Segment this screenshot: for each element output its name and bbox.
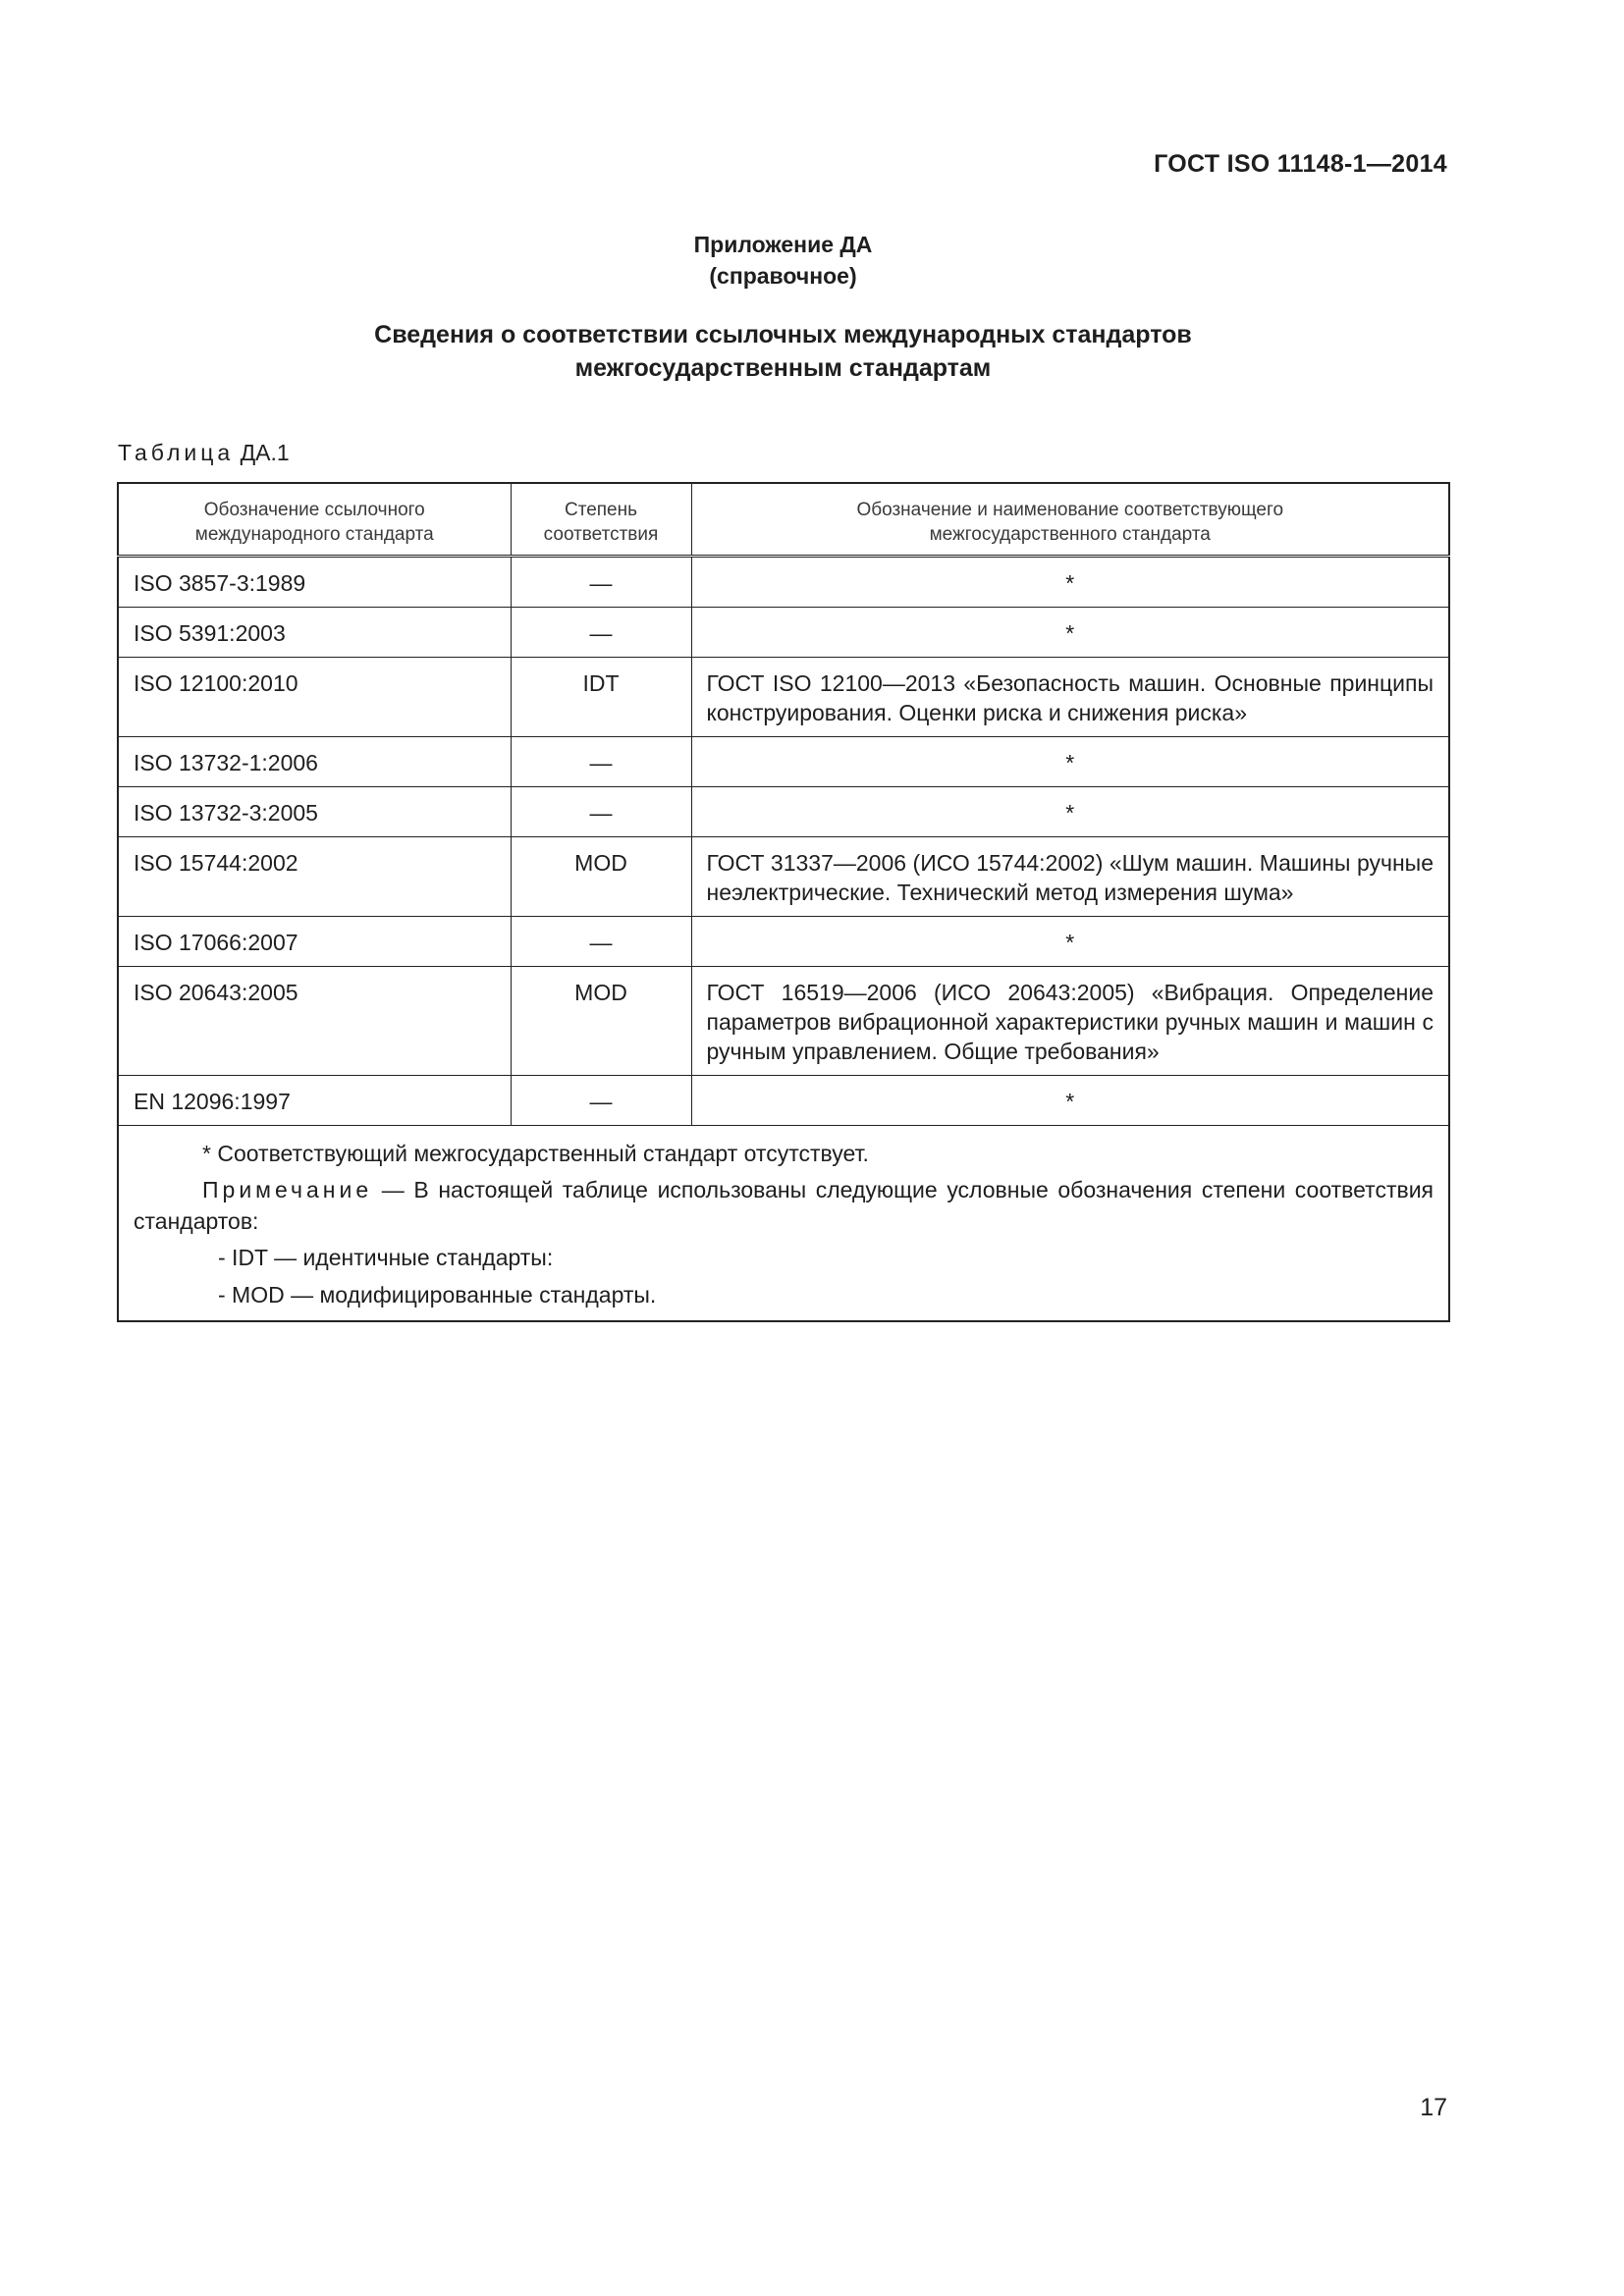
cell-reference: EN 12096:1997 [118, 1076, 511, 1126]
header-line: Обозначение и наименование соответствующего [856, 500, 1284, 520]
cell-degree: — [511, 608, 691, 658]
header-interstate-standard [691, 483, 1449, 557]
note-text: — В настоящей таблице использованы следующие условные обозначения степени соответствия стандартов: [134, 1177, 1434, 1234]
cell-reference: ISO 20643:2005 [118, 967, 511, 1076]
cell-degree: MOD [511, 837, 691, 917]
table-notes-row [118, 1126, 1449, 1322]
cell-reference: ISO 5391:2003 [118, 608, 511, 658]
cell-gost: * [691, 1076, 1449, 1126]
table-row [118, 837, 1449, 917]
document-code: ГОСТ ISO 11148-1—2014 [1154, 150, 1447, 178]
cell-reference: ISO 12100:2010 [118, 658, 511, 737]
page-number: 17 [1420, 2094, 1447, 2121]
cell-reference: ISO 17066:2007 [118, 917, 511, 967]
cell-gost: * [691, 557, 1449, 608]
table-row [118, 787, 1449, 837]
cell-gost: ГОСТ ISO 12100—2013 «Безопасность машин. Основные принципы конструирования. Оценки риска и снижения риска» [691, 658, 1449, 737]
table-note [134, 1174, 1434, 1237]
note-item-idt: - IDT — идентичные стандарты: [218, 1245, 554, 1270]
header-line: соответствия [543, 524, 659, 545]
cell-degree: IDT [511, 658, 691, 737]
header-line: Обозначение ссылочного [203, 500, 425, 520]
table-row [118, 1076, 1449, 1126]
header-line: межгосударственного стандарта [929, 524, 1211, 545]
table-row [118, 917, 1449, 967]
cell-degree: MOD [511, 967, 691, 1076]
header-line: Степень [564, 500, 638, 520]
standards-correspondence-table [117, 482, 1450, 1322]
note-item-mod: - MOD — модифицированные стандарты. [218, 1282, 657, 1308]
cell-reference: ISO 13732-1:2006 [118, 737, 511, 787]
section-title-line-1: Сведения о соответствии ссылочных международных стандартов [374, 321, 1192, 348]
table-row [118, 608, 1449, 658]
cell-degree: — [511, 557, 691, 608]
cell-gost: ГОСТ 16519—2006 (ИСО 20643:2005) «Вибрация. Определение параметров вибрационной характеристики ручных машин и машин с ручным управлением. Общие требования» [691, 967, 1449, 1076]
cell-gost: * [691, 608, 1449, 658]
cell-gost: ГОСТ 31337—2006 (ИСО 15744:2002) «Шум машин. Машины ручные неэлектрические. Технический метод измерения шума» [691, 837, 1449, 917]
table-notes [118, 1126, 1449, 1322]
header-line: международного стандарта [194, 524, 434, 545]
cell-degree: — [511, 1076, 691, 1126]
table-footnote: * Соответствующий межгосударственный стандарт отсутствует. [202, 1141, 869, 1166]
table-row [118, 737, 1449, 787]
cell-gost: * [691, 737, 1449, 787]
section-title [0, 318, 1566, 385]
table-caption-word: Таблица [118, 440, 235, 465]
table-caption [118, 440, 290, 466]
note-label: Примечание [202, 1177, 373, 1202]
table-row [118, 557, 1449, 608]
annex-title: Приложение ДА [693, 232, 873, 257]
cell-gost: * [691, 917, 1449, 967]
header-reference-standard [118, 483, 511, 557]
cell-reference: ISO 3857-3:1989 [118, 557, 511, 608]
cell-gost: * [691, 787, 1449, 837]
cell-degree: — [511, 737, 691, 787]
table-header-row [118, 483, 1449, 557]
header-degree [511, 483, 691, 557]
cell-degree: — [511, 917, 691, 967]
table-row [118, 967, 1449, 1076]
table-row [118, 658, 1449, 737]
cell-degree: — [511, 787, 691, 837]
annex-heading [0, 229, 1566, 292]
cell-reference: ISO 13732-3:2005 [118, 787, 511, 837]
section-title-line-2: межгосударственным стандартам [574, 354, 992, 382]
table-caption-id: ДА.1 [240, 440, 290, 465]
annex-subtitle: (справочное) [709, 263, 857, 289]
cell-reference: ISO 15744:2002 [118, 837, 511, 917]
